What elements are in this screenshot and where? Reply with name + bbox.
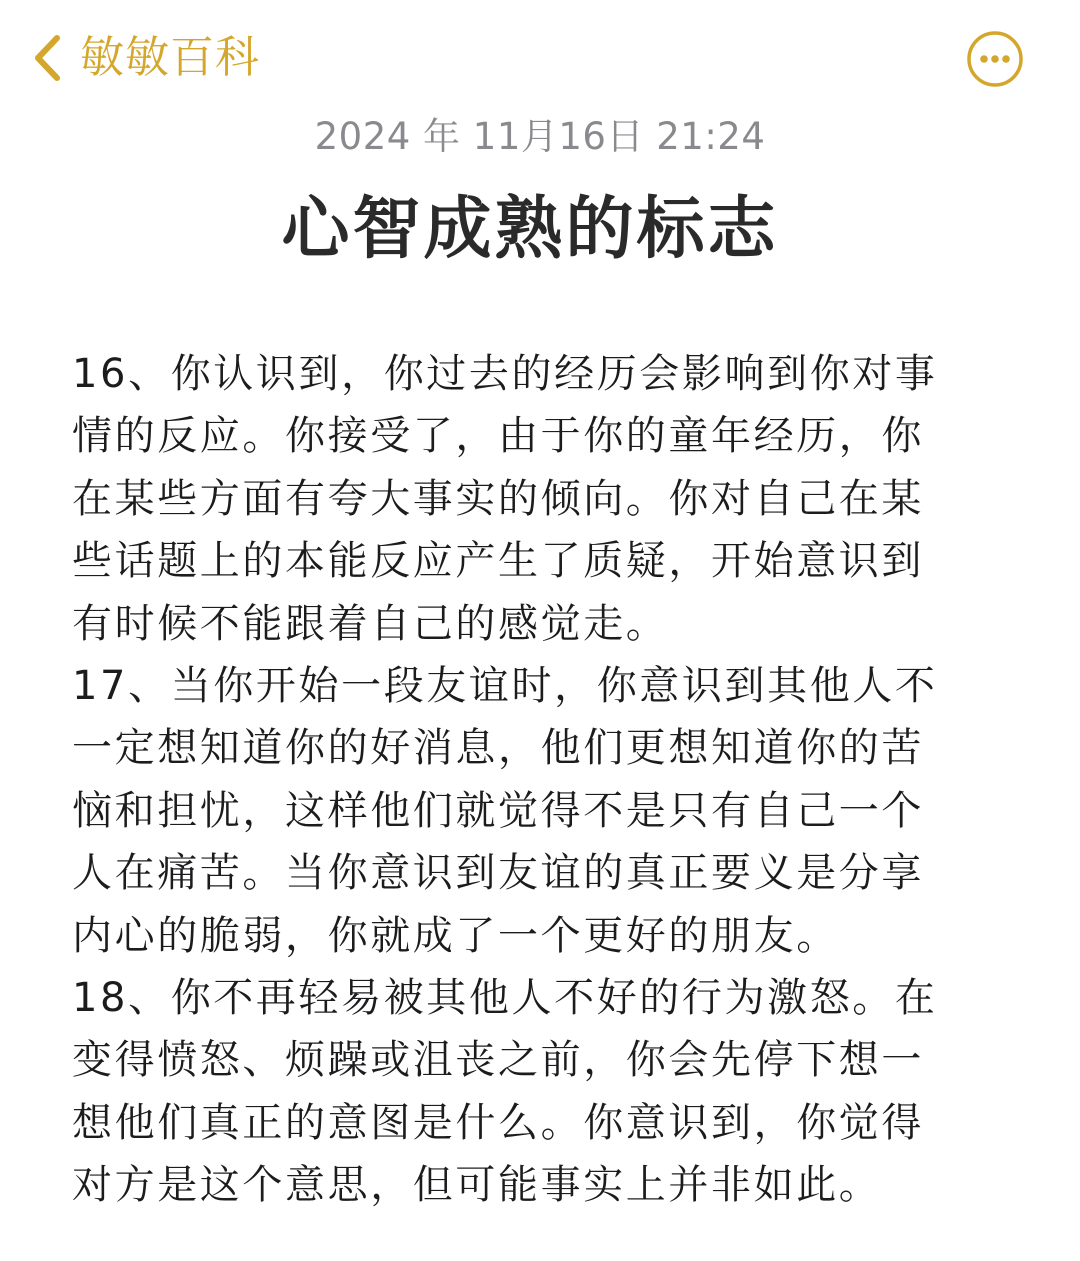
note-body-line: 人在痛苦。当你意识到友谊的真正要义是分享 (72, 850, 924, 897)
note-body-line: 17、当你开始一段友谊时，你意识到其他人不 (72, 662, 938, 709)
note-body-line: 一定想知道你的好消息，他们更想知道你的苦 (72, 725, 924, 772)
note-date: 2024 年 11月16日 21:24 (314, 115, 766, 158)
note-body-line: 16、你认识到，你过去的经历会影响到你对事 (72, 351, 938, 397)
note-body-line: 情的反应。你接受了，由于你的童年经历，你 (72, 413, 924, 460)
note-body-line: 变得愤怒、烦躁或沮丧之前，你会先停下想一 (72, 1037, 924, 1084)
more-options-button[interactable] (966, 30, 1024, 88)
note-body-line: 在某些方面有夸大事实的倾向。你对自己在某 (72, 475, 924, 522)
note-body-line: 有时候不能跟着自己的感觉走。 (72, 600, 669, 647)
note-body-line: 内心的脆弱，你就成了一个更好的朋友。 (72, 912, 839, 959)
note-body-line: 对方是这个意思，但可能事实上并非如此。 (72, 1162, 882, 1209)
back-button-label: 敏敏百科 (80, 32, 260, 83)
ellipsis-circle-icon (966, 30, 1024, 88)
navigation-bar (0, 0, 1080, 110)
note-body-line: 想他们真正的意图是什么。你意识到，你觉得 (72, 1099, 924, 1146)
note-title: 心智成熟的标志 (281, 190, 779, 269)
chevron-left-icon (30, 33, 64, 83)
note-body[interactable] (72, 343, 992, 1216)
back-button[interactable] (30, 30, 260, 86)
note-body-line: 18、你不再轻易被其他人不好的行为激怒。在 (72, 974, 938, 1021)
note-body-line: 恼和担忧，这样他们就觉得不是只有自己一个 (72, 787, 924, 834)
note-body-line: 些话题上的本能反应产生了质疑，开始意识到 (72, 538, 924, 585)
